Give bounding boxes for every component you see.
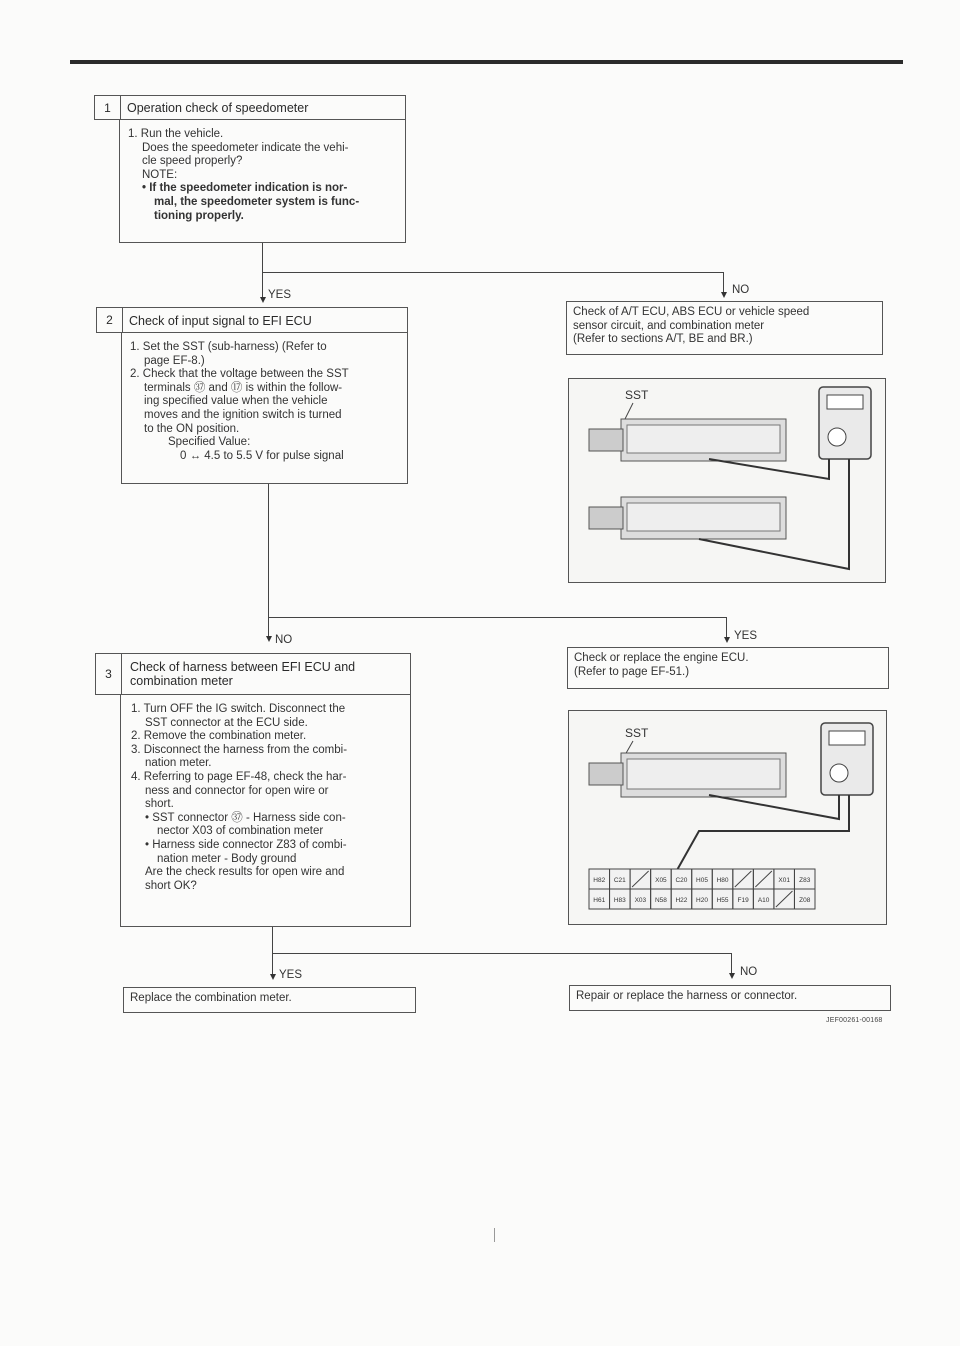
step1-title: Operation check of speedometer (127, 101, 309, 115)
yes-label: YES (279, 969, 303, 981)
result-replace-ecu (567, 647, 889, 689)
arrow-down-icon (270, 974, 276, 980)
arrow-down-icon (724, 637, 730, 643)
step3-line: nector X03 of combination meter (157, 825, 324, 838)
step3-line: • Harness side connector Z83 of combi- (145, 838, 347, 851)
step1-header (94, 95, 406, 120)
step3-line: Are the check results for open wire and (145, 866, 345, 879)
step3-number: 3 (96, 654, 122, 694)
step3-title-line: combination meter (130, 674, 233, 688)
step1-body (119, 119, 406, 243)
connector-cell-label: C20 (675, 877, 688, 884)
step2-line: 0 ↔ 4.5 to 5.5 V for pulse signal (180, 449, 344, 462)
arrow-down-icon (260, 297, 266, 303)
step3-title (130, 660, 355, 688)
connector-upper (589, 419, 786, 461)
result-check-at-abs (566, 301, 883, 355)
connector-sst (589, 753, 786, 797)
arrow-down-icon (266, 636, 272, 642)
connector-cell-label: H82 (593, 877, 606, 884)
step3-line: 4. Referring to page EF-48, check the har- (131, 770, 347, 783)
step3-line: • SST connector ㊲ - Harness side con- (145, 811, 346, 824)
step2-line: ing specified value when the vehicle (144, 395, 328, 408)
step3-line: nation meter. (145, 757, 212, 770)
flow-line (272, 953, 732, 954)
sst-label: SST (625, 388, 649, 402)
connector-cell-label: H83 (613, 897, 626, 904)
connector-cell-label: H55 (716, 897, 729, 904)
connector-cell-label: H05 (696, 877, 708, 884)
step1-line: Does the speedometer indicate the vehi- (142, 141, 349, 154)
sst-meter-diagram (569, 379, 885, 582)
no-label: NO (740, 966, 758, 978)
step2-line: terminals ㊲ and ⑰ is within the follow- (144, 381, 343, 394)
step2-line: Specified Value: (168, 436, 251, 449)
result-line: sensor circuit, and combination meter (573, 319, 765, 332)
arrow-down-icon (721, 292, 727, 298)
flow-line (723, 272, 724, 294)
connector-cell-label: X03 (634, 897, 647, 904)
step3-title-line: Check of harness between EFI ECU and (130, 660, 356, 674)
yes-label: YES (734, 630, 758, 642)
connector-cell-label: F19 (737, 897, 749, 904)
step2-line: to the ON position. (144, 422, 240, 435)
harness-check-diagram (569, 711, 886, 924)
multimeter (821, 723, 873, 795)
connector-cell-label: H20 (696, 897, 708, 904)
flow-line (262, 272, 724, 273)
step3-line: short. (145, 798, 174, 811)
step1-line: cle speed properly? (142, 155, 243, 168)
connector-cell-label: A10 (757, 897, 770, 904)
flow-line (268, 617, 727, 618)
flow-line (726, 617, 727, 639)
step1-line: • If the speedometer indication is nor- (142, 182, 348, 195)
step1-line: 1. Run the vehicle. (128, 128, 224, 140)
connector-cell-label: H61 (593, 897, 606, 904)
no-label: NO (732, 284, 750, 296)
arrow-down-icon (729, 973, 735, 979)
flow-line (272, 927, 273, 976)
step2-header (96, 307, 408, 333)
connector-cell-label: C21 (613, 877, 626, 884)
step3-body (120, 694, 411, 927)
step2-line: moves and the ignition switch is turned (144, 408, 342, 421)
step3-line: 3. Disconnect the harness from the combi- (131, 743, 348, 756)
result-line: Check or replace the engine ECU. (574, 652, 749, 664)
step2-number: 2 (97, 308, 123, 332)
connector-cell-label: H22 (675, 897, 688, 904)
step2-line: 1. Set the SST (sub-harness) (Refer to (130, 341, 327, 353)
step1-line: NOTE: (142, 168, 178, 181)
connector-cell-label: X01 (778, 877, 790, 884)
step2-line: page EF-8.) (144, 354, 205, 367)
connector-lower (589, 497, 786, 539)
step3-header (95, 653, 411, 695)
step3-line: 1. Turn OFF the IG switch. Disconnect the (131, 703, 346, 715)
sst-label: SST (625, 726, 649, 740)
figure-harness-check (568, 710, 887, 925)
step3-line: short OK? (145, 879, 197, 892)
result-replace-meter: Replace the combination meter. (123, 987, 416, 1013)
step2-body (121, 332, 408, 484)
flow-line (268, 484, 269, 637)
step1-line: mal, the speedometer system is func- (154, 195, 360, 208)
connector-cell-label: N58 (654, 897, 667, 904)
figure-sst-voltage-check (568, 378, 886, 583)
connector-cell-label: Z83 (799, 877, 811, 884)
connector-cell-label: Z08 (799, 897, 811, 904)
step3-line: nation meter - Body ground (157, 852, 297, 865)
no-label: NO (275, 634, 293, 646)
result-line: (Refer to sections A/T, BE and BR.) (573, 333, 753, 346)
step3-line: ness and connector for open wire or (145, 784, 329, 797)
connector-cell-label: H80 (716, 877, 729, 884)
step2-title: Check of input signal to EFI ECU (129, 314, 312, 328)
multimeter (819, 387, 871, 459)
result-line: Check of A/T ECU, ABS ECU or vehicle speed (573, 306, 810, 318)
step2-line: 2. Check that the voltage between the SST (130, 368, 349, 381)
step1-number: 1 (95, 96, 121, 119)
step3-line: SST connector at the ECU side. (145, 716, 308, 729)
flow-line (731, 953, 732, 975)
step1-line: tioning properly. (154, 209, 244, 222)
figure-reference-code: JEF00261-00168 (826, 1017, 883, 1024)
meter-connector (589, 869, 815, 909)
page-mark (494, 1228, 495, 1242)
result-line: (Refer to page EF-51.) (574, 665, 690, 678)
top-rule (70, 60, 903, 64)
step3-line: 2. Remove the combination meter. (131, 730, 307, 743)
result-repair-harness: Repair or replace the harness or connector. (569, 985, 891, 1011)
yes-label: YES (268, 289, 292, 301)
connector-cell-label: X05 (655, 877, 667, 884)
